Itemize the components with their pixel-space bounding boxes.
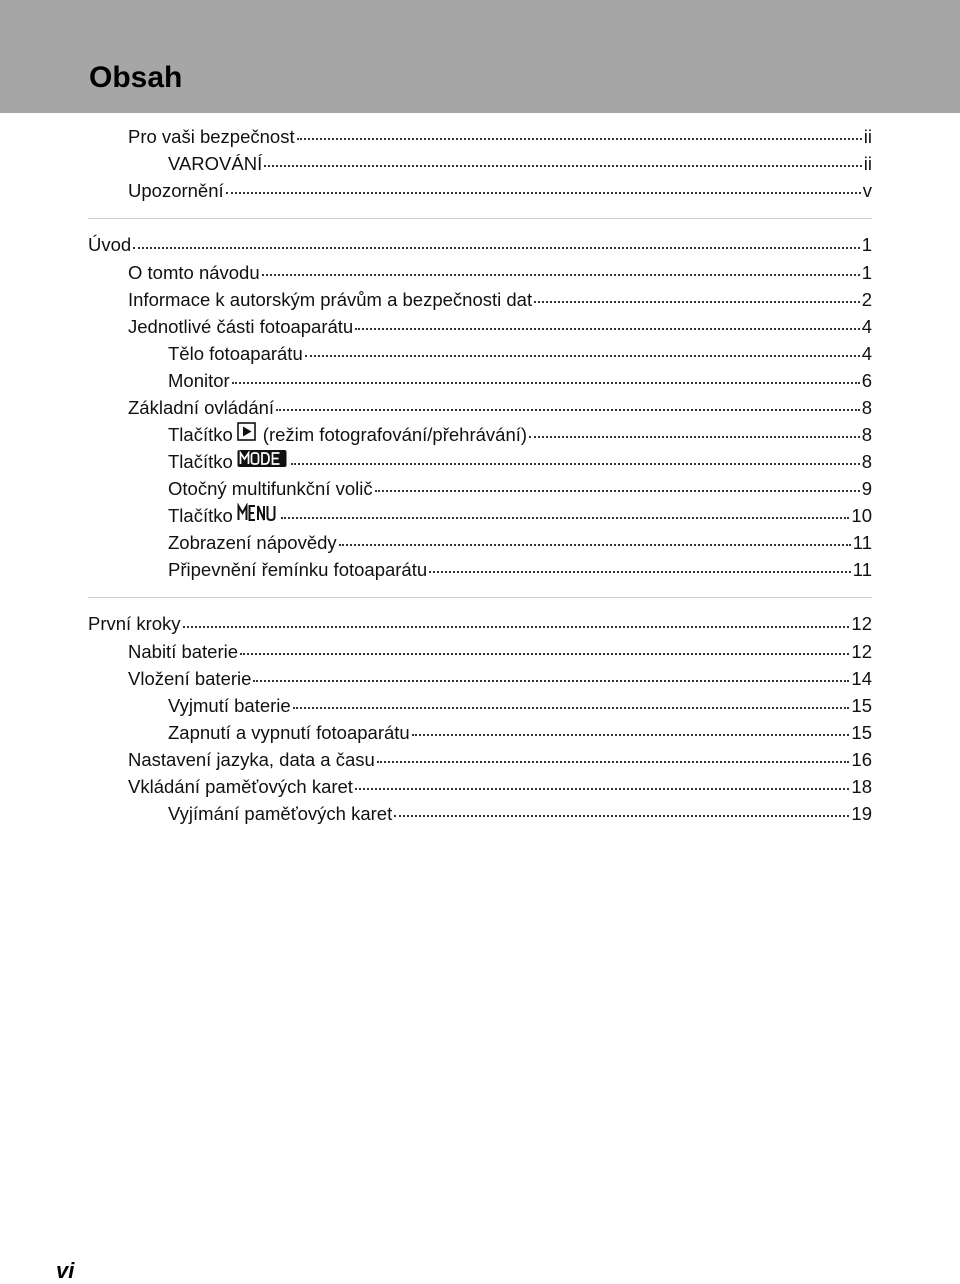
dot-leader (226, 192, 861, 194)
menu-button-icon (237, 503, 277, 522)
toc-entry-vyjmuti-baterie[interactable] (88, 692, 872, 719)
toc-entry-vkladani-pametovych-karet[interactable] (88, 773, 872, 800)
section-divider (88, 218, 872, 219)
toc-entry-suffix: (režim fotografování/přehrávání) (262, 424, 528, 445)
dot-leader (281, 517, 850, 519)
toc-entry-tlacitko-menu-button[interactable] (88, 502, 872, 529)
dot-leader (133, 247, 860, 249)
toc-entry-pro-vasi-bezpecnost[interactable] (88, 123, 872, 150)
dot-leader (355, 788, 849, 790)
dot-leader (394, 815, 849, 817)
dot-leader (240, 653, 849, 655)
toc-entry-page-number: 4 (861, 343, 872, 364)
toc-entry-page-number: 11 (852, 559, 872, 580)
toc-entry-uvod[interactable] (88, 230, 872, 259)
toc-entry-page-number: 10 (851, 505, 872, 526)
toc-entry-label: Nabití baterie (128, 641, 239, 662)
toc-entry-label: Zapnutí a vypnutí fotoaparátu (168, 722, 410, 743)
toc-entry-label: Otočný multifunkční volič (168, 478, 373, 499)
dot-leader (183, 626, 850, 628)
toc-entry-label: Pro vaši bezpečnost (128, 126, 295, 147)
toc-entry-vlozeni-baterie[interactable] (88, 665, 872, 692)
dot-leader (276, 409, 860, 411)
dot-leader (305, 355, 860, 357)
toc-entry-zakladni-ovladani[interactable] (88, 394, 872, 421)
toc-entry-page-number: 8 (861, 397, 872, 418)
dot-leader (297, 138, 862, 140)
toc-entry-prvni-kroky[interactable] (88, 609, 872, 638)
toc-entry-label: Vkládání paměťových karet (128, 776, 353, 797)
dot-leader (264, 165, 862, 167)
dot-leader (429, 571, 851, 573)
toc-entry-page-number: 1 (861, 234, 872, 255)
toc-entry-label: Základní ovládání (128, 397, 275, 418)
toc-entry-page-number: 6 (861, 370, 872, 391)
toc-entry-pripevneni-reminku-fotoaparatu[interactable] (88, 556, 872, 583)
toc-entry-label: Tlačítko (168, 451, 233, 472)
dot-leader (291, 463, 860, 465)
page-number: vi (56, 1258, 75, 1283)
toc-entry-otocny-multifunkcni-volic[interactable] (88, 475, 872, 502)
toc-entry-label: Informace k autorským právům a bezpečnosti dat (128, 289, 533, 310)
toc-entry-monitor[interactable] (88, 367, 872, 394)
toc-entry-label: Upozornění (128, 180, 224, 201)
page-title: Obsah (89, 61, 183, 94)
toc-entry-label: Vyjmutí baterie (168, 695, 291, 716)
dot-leader (339, 544, 851, 546)
toc-entry-page-number: 8 (861, 424, 872, 445)
toc-entry-label: Tělo fotoaparátu (168, 343, 303, 364)
toc-entry-label: Tlačítko (168, 505, 233, 526)
toc-entry-page-number: v (862, 180, 872, 201)
section-divider (88, 597, 872, 598)
toc-entry-page-number: 1 (861, 262, 872, 283)
play-button-icon (237, 422, 256, 441)
toc-entry-page-number: 16 (851, 749, 872, 770)
dot-leader (253, 680, 849, 682)
toc-entry-label: O tomto návodu (128, 262, 260, 283)
toc-entry-page-number: 11 (852, 532, 872, 553)
table-of-contents (88, 123, 872, 827)
toc-section (88, 609, 872, 827)
toc-entry-jednotlive-casti-fotoaparatu[interactable] (88, 313, 872, 340)
toc-entry-page-number: 12 (851, 641, 872, 662)
toc-entry-page-number: ii (863, 126, 872, 147)
toc-entry-telo-fotoaparatu[interactable] (88, 340, 872, 367)
dot-leader (529, 436, 860, 438)
toc-entry-page-number: 15 (851, 722, 872, 743)
dot-leader (375, 490, 860, 492)
toc-entry-page-number: 9 (861, 478, 872, 499)
toc-entry-page-number: 18 (851, 776, 872, 797)
toc-entry-page-number: 4 (861, 316, 872, 337)
toc-entry-page-number: 12 (851, 613, 872, 634)
dot-leader (412, 734, 850, 736)
toc-entry-label: Jednotlivé části fotoaparátu (128, 316, 354, 337)
toc-entry-label: Tlačítko (168, 424, 233, 445)
toc-entry-label: První kroky (88, 613, 181, 634)
toc-entry-tlacitko-mode-button[interactable] (88, 448, 872, 475)
dot-leader (293, 707, 850, 709)
toc-entry-page-number: 19 (851, 803, 872, 824)
toc-entry-page-number: 15 (851, 695, 872, 716)
toc-entry-label: Připevnění řemínku fotoaparátu (168, 559, 428, 580)
toc-entry-label: Nastavení jazyka, data a času (128, 749, 375, 770)
toc-entry-label: Vložení baterie (128, 668, 252, 689)
mode-button-icon (237, 449, 287, 468)
toc-section (88, 123, 872, 204)
toc-entry-nabiti-baterie[interactable] (88, 638, 872, 665)
toc-entry-page-number: 8 (861, 451, 872, 472)
toc-entry-zobrazeni-napovedy[interactable] (88, 529, 872, 556)
toc-entry-nastaveni-jazyka-data-a-casu[interactable] (88, 746, 872, 773)
toc-entry-label: Vyjímání paměťových karet (168, 803, 393, 824)
toc-entry-label: Úvod (88, 234, 132, 255)
dot-leader (262, 274, 860, 276)
toc-entry-o-tomto-navodu[interactable] (88, 259, 872, 286)
toc-entry-label: VAROVÁNÍ (168, 153, 263, 174)
toc-entry-page-number: 14 (851, 668, 872, 689)
dot-leader (232, 382, 860, 384)
dot-leader (377, 761, 850, 763)
dot-leader (534, 301, 860, 303)
dot-leader (355, 328, 859, 330)
toc-section (88, 230, 872, 583)
toc-entry-varovani[interactable] (88, 150, 872, 177)
toc-entry-zapnuti-a-vypnuti-fotoaparatu[interactable] (88, 719, 872, 746)
toc-entry-tlacitko-play-button[interactable] (88, 421, 872, 448)
toc-entry-label: Monitor (168, 370, 230, 391)
toc-entry-page-number: ii (863, 153, 872, 174)
toc-entry-label: Zobrazení nápovědy (168, 532, 337, 553)
toc-entry-page-number: 2 (861, 289, 872, 310)
toc-entry-vyjimani-pametovych-karet[interactable] (88, 800, 872, 827)
toc-entry-informace-k-autorskym-pravum-a-bezpecnosti-dat[interactable] (88, 286, 872, 313)
toc-entry-upozorneni[interactable] (88, 177, 872, 204)
